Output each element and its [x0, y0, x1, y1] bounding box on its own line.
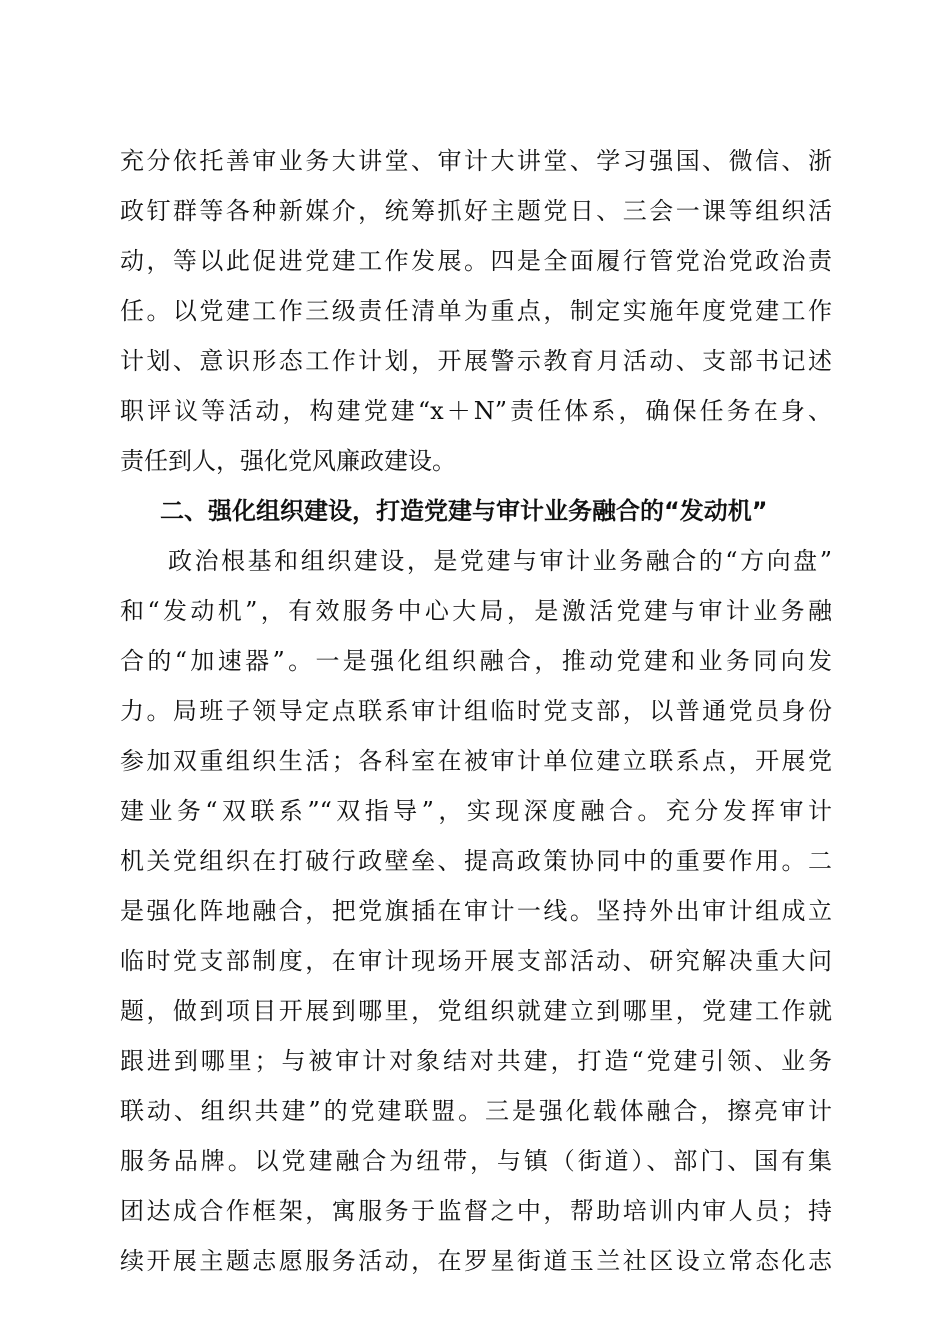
paragraph-line: 跟进到哪里；与被审计对象结对共建，打造“党建引领、业务: [120, 1047, 832, 1075]
paragraph-line: 和“发动机”，有效服务中心大局，是激活党建与审计业务融: [120, 597, 832, 625]
paragraph-line: 责任到人，强化党风廉政建设。: [120, 447, 456, 475]
paragraph-line: 力。局班子领导定点联系审计组临时党支部，以普通党员身份: [120, 697, 832, 725]
paragraph-line: 机关党组织在打破行政壁垒、提高政策协同中的重要作用。二: [120, 847, 832, 875]
section-heading: 二、强化组织建设，打造党建与审计业务融合的“发动机”: [160, 497, 768, 525]
paragraph-line: 合的“加速器”。一是强化组织融合，推动党建和业务同向发: [120, 647, 832, 675]
paragraph-line: 政钉群等各种新媒介，统筹抓好主题党日、三会一课等组织活: [120, 197, 832, 225]
paragraph-line: 政治根基和组织建设，是党建与审计业务融合的“方向盘”: [168, 547, 832, 575]
paragraph-line: 动，等以此促进党建工作发展。四是全面履行管党治党政治责: [120, 247, 832, 275]
paragraph-line: 临时党支部制度，在审计现场开展支部活动、研究解决重大问: [120, 947, 832, 975]
paragraph-line: 参加双重组织生活；各科室在被审计单位建立联系点，开展党: [120, 747, 832, 775]
paragraph-line: 题，做到项目开展到哪里，党组织就建立到哪里，党建工作就: [120, 997, 832, 1025]
paragraph-line: 充分依托善审业务大讲堂、审计大讲堂、学习强国、微信、浙: [120, 147, 832, 175]
paragraph-line: 是强化阵地融合，把党旗插在审计一线。坚持外出审计组成立: [120, 897, 832, 925]
paragraph-line: 计划、意识形态工作计划，开展警示教育月活动、支部书记述: [120, 347, 832, 375]
paragraph-line: 服务品牌。以党建融合为纽带，与镇（街道）、部门、国有集: [120, 1147, 832, 1175]
paragraph-line: 续开展主题志愿服务活动，在罗星街道玉兰社区设立常态化志: [120, 1247, 832, 1275]
paragraph-line: 团达成合作框架，寓服务于监督之中，帮助培训内审人员；持: [120, 1197, 832, 1225]
paragraph-line: 联动、组织共建”的党建联盟。三是强化载体融合，擦亮审计: [120, 1097, 832, 1125]
paragraph-line: 任。以党建工作三级责任清单为重点，制定实施年度党建工作: [120, 297, 832, 325]
paragraph-line: 职评议等活动，构建党建“x＋N”责任体系，确保任务在身、: [120, 397, 832, 425]
paragraph-line: 建业务“双联系”“双指导”，实现深度融合。充分发挥审计: [120, 797, 832, 825]
